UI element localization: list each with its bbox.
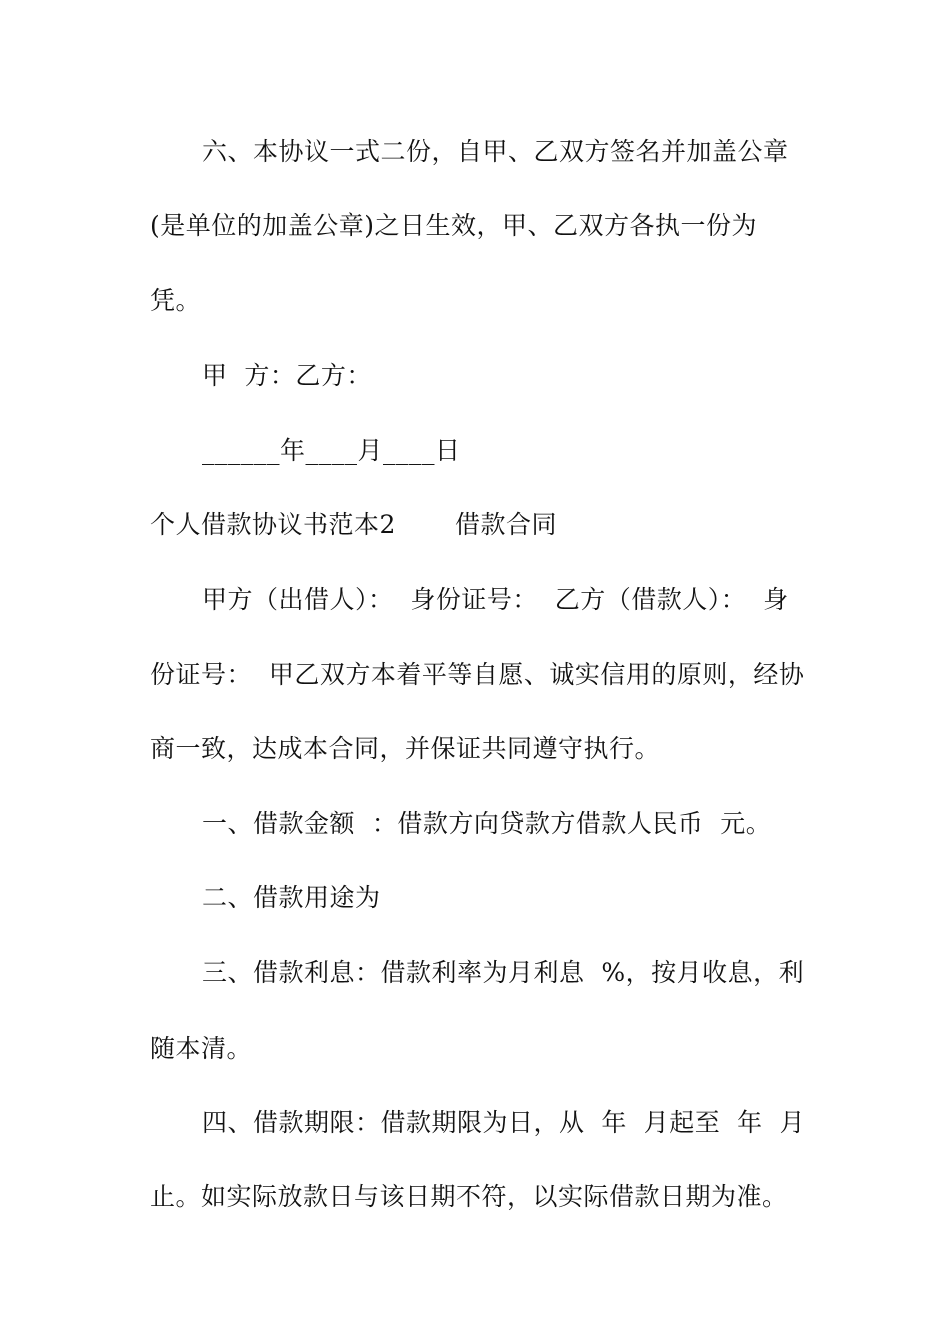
clause-six-line-3: 凭。 [150,286,202,315]
parties-line-3: 商一致，达成本合同，并保证共同遵守执行。 [150,734,661,763]
clause-term-line-1: 四、借款期限：借款期限为日，从 年 月起至 年 月 [202,1108,806,1137]
clause-purpose-line: 二、借款用途为 [202,883,381,912]
date-line: ______年____月____日 [202,436,461,465]
section-title-line: 个人借款协议书范本2 借款合同 [150,510,558,539]
clause-six-line-2: (是单位的加盖公章)之日生效，甲、乙双方各执一份为 [150,211,758,240]
parties-line-2: 份证号： 甲乙双方本着平等自愿、诚实信用的原则，经协 [150,660,805,689]
clause-term-line-2: 止。如实际放款日与该日期不符，以实际借款日期为准。 [150,1182,788,1211]
clause-interest-line-1: 三、借款利息：借款利率为月利息 %，按月收息，利 [202,958,805,987]
signature-parties-line: 甲 方：乙方： [202,361,372,390]
clause-six-line-1: 六、本协议一式二份，自甲、乙双方签名并加盖公章 [202,137,789,166]
parties-line-1: 甲方（出借人）： 身份证号： 乙方（借款人）： 身 [202,585,789,614]
clause-interest-line-2: 随本清。 [150,1034,253,1063]
clause-amount-line: 一、借款金额 ：借款方向贷款方借款人民币 元。 [202,809,772,838]
